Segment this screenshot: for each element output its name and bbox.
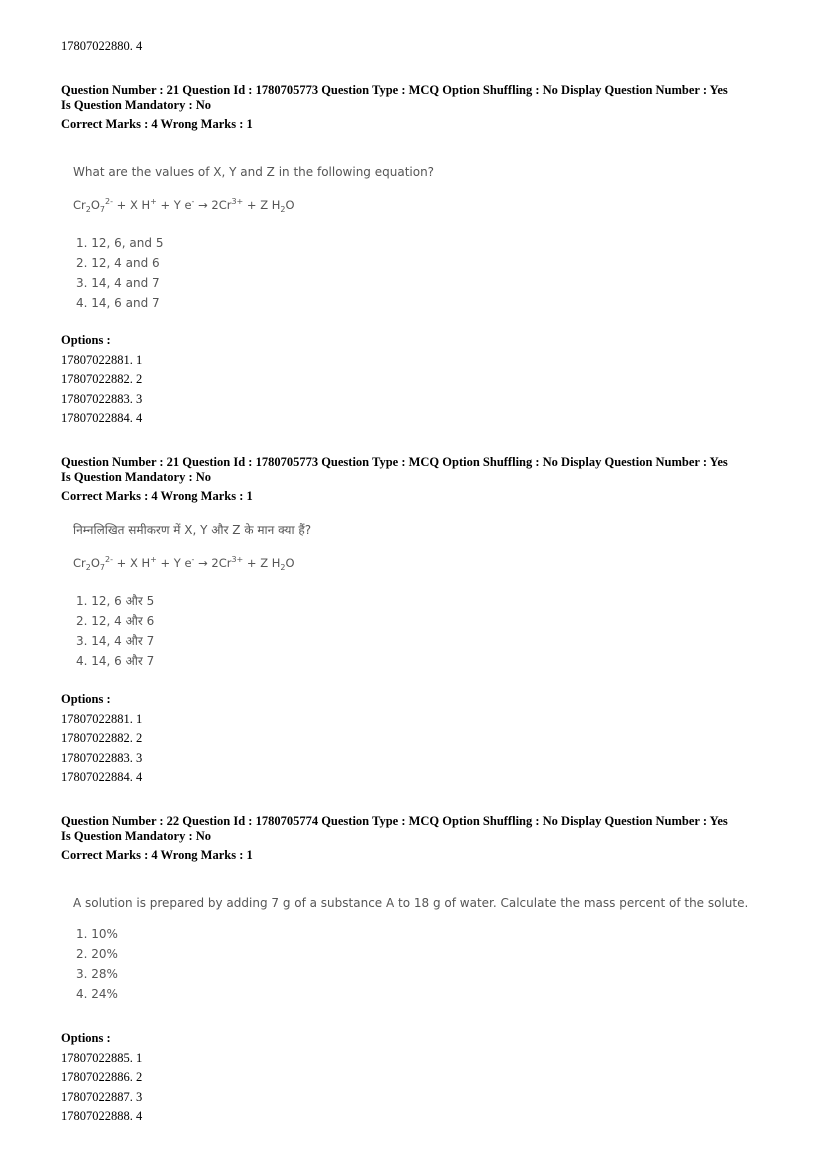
question-block	[61, 455, 781, 504]
answer-choices	[76, 924, 748, 1004]
choice-item: 3. 28%	[76, 967, 118, 981]
question-mandatory: Is Question Mandatory : No	[61, 829, 212, 843]
options-list	[61, 1029, 142, 1127]
option-line: 17807022885. 1	[61, 1050, 143, 1065]
choice-item: 2. 12, 4 और 6	[76, 614, 155, 629]
question-mandatory: Is Question Mandatory : No	[61, 470, 212, 484]
option-line: 17807022886. 2	[61, 1070, 143, 1084]
options-label: Options :	[61, 333, 111, 347]
option-line: 17807022881. 1	[61, 352, 143, 367]
option-line: 17807022888. 4	[61, 1109, 143, 1123]
question-block	[61, 814, 781, 863]
options-list	[61, 690, 142, 788]
chemical-equation: $Cr_2O_7^{2-} + X$ H+ + Y $e^- \to 2Cr^{3+} + Z$ $H_2O$	[73, 197, 295, 215]
answer-choices	[76, 591, 311, 671]
question-mandatory: Is Question Mandatory : No	[61, 98, 212, 112]
question-image	[73, 521, 311, 671]
choice-item: 2. 12, 4 and 6	[76, 256, 160, 271]
option-line: 17807022883. 3	[61, 391, 143, 406]
options-list	[61, 331, 142, 429]
option-line: 17807022882. 2	[61, 372, 143, 386]
options-label: Options :	[61, 692, 111, 706]
option-line: 17807022880. 4	[61, 39, 143, 53]
option-line: 17807022883. 3	[61, 750, 143, 765]
choice-item: 4. 14, 6 and 7	[76, 296, 160, 311]
question-header: Question Number : 21 Question Id : 1780705773 Question Type : MCQ Option Shuffling : No Display Question Number : Yes	[61, 455, 728, 469]
question-image	[73, 894, 748, 1004]
choice-item: 2. 20%	[76, 947, 118, 961]
choice-item: 1. 12, 6 और 5	[76, 594, 155, 609]
question-marks: Correct Marks : 4 Wrong Marks : 1	[61, 489, 253, 503]
question-marks: Correct Marks : 4 Wrong Marks : 1	[61, 117, 253, 131]
answer-choices	[76, 233, 434, 313]
question-header: Question Number : 22 Question Id : 1780705774 Question Type : MCQ Option Shuffling : No Display Question Number : Yes	[61, 814, 728, 828]
choice-item: 4. 24%	[76, 987, 118, 1001]
choice-item: 3. 14, 4 और 7	[76, 634, 155, 649]
option-line: 17807022881. 1	[61, 711, 143, 726]
question-image	[73, 163, 434, 313]
choice-item: 4. 14, 6 और 7	[76, 654, 155, 669]
question-header: Question Number : 21 Question Id : 1780705773 Question Type : MCQ Option Shuffling : No Display Question Number : Yes	[61, 83, 728, 97]
question-text: निम्नलिखित समीकरण में X, Y और Z के मान क्या हैं?	[73, 523, 312, 537]
option-line: 17807022887. 3	[61, 1089, 143, 1104]
choice-item: 1. 12, 6, and 5	[76, 236, 164, 251]
option-line: 17807022882. 2	[61, 731, 143, 745]
choice-item: 1. 10%	[76, 927, 118, 941]
question-text: A solution is prepared by adding 7 g of a substance A to 18 g of water. Calculate the mass percent of the solute.	[73, 896, 749, 910]
question-block	[61, 83, 781, 132]
choice-item: 3. 14, 4 and 7	[76, 276, 160, 291]
chemical-equation: $Cr_2O_7^{2-} + X$ H+ + Y $e^- \to 2Cr^{3+} + Z$ $H_2O$	[73, 555, 295, 573]
option-line: 17807022884. 4	[61, 411, 143, 425]
question-marks: Correct Marks : 4 Wrong Marks : 1	[61, 848, 253, 862]
question-text: What are the values of X, Y and Z in the following equation?	[73, 165, 435, 179]
options-label: Options :	[61, 1031, 111, 1045]
option-line: 17807022884. 4	[61, 770, 143, 784]
